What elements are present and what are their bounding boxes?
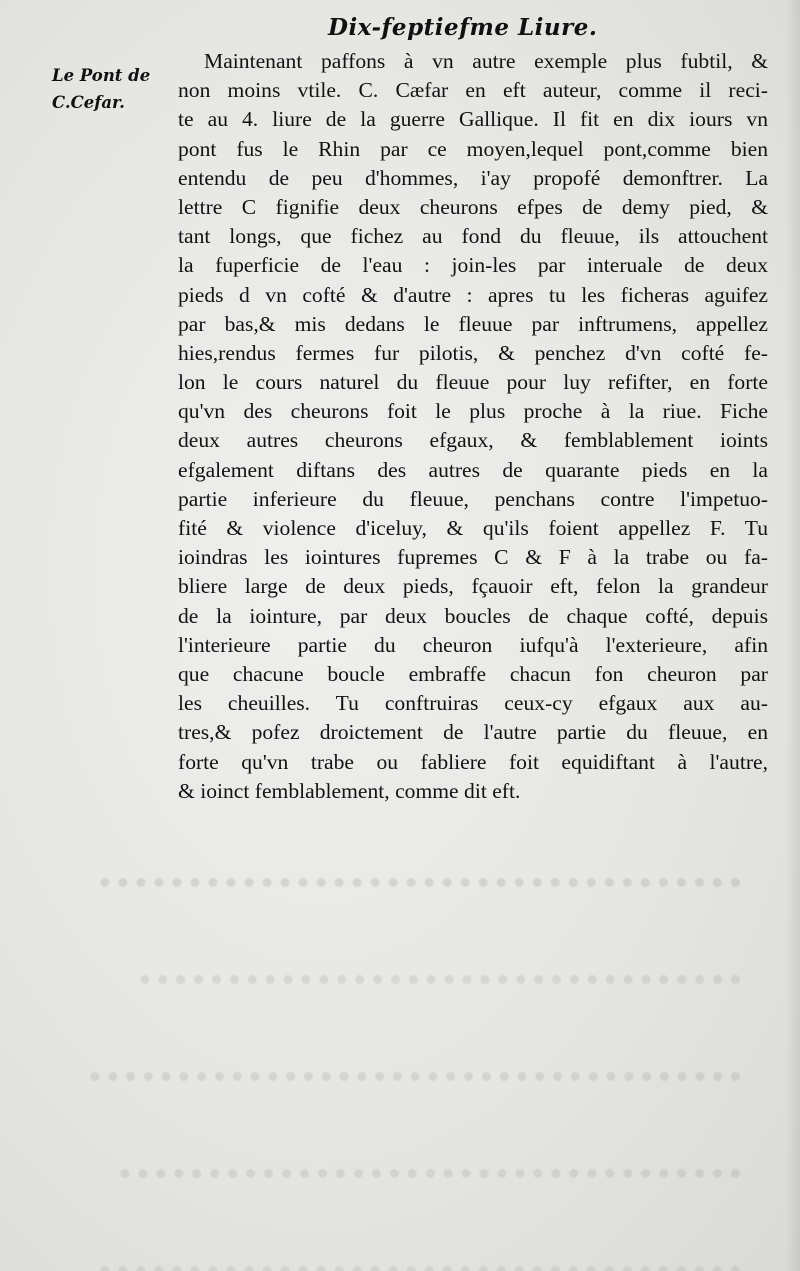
text-line: tant longs, que fichez au fond du fleuue, ils attouchent <box>178 224 768 249</box>
text-line: non moins vtile. C. Cæfar en eft auteur, comme il reci- <box>178 78 768 103</box>
margin-note-line: C.Cefar. <box>52 93 125 112</box>
text-line: te au 4. liure de la guerre Gallique. Il fit en dix iours vn <box>178 107 768 132</box>
text-line: Maintenant paffons à vn autre exemple plus fubtil, & <box>204 49 768 73</box>
text-line: bliere large de deux pieds, fçauoir eft, felon la grandeur <box>178 574 768 599</box>
text-line: pont fus le Rhin par ce moyen,lequel pont,comme bien <box>178 136 768 161</box>
running-head: Dix-feptiefme Liure. <box>328 14 598 41</box>
body-text <box>178 47 768 806</box>
text-line: de la iointure, par deux boucles de chaque cofté, depuis <box>178 603 768 628</box>
page-edge-shadow <box>786 0 800 1271</box>
text-line: efgalement diftans des autres de quarante pieds en la <box>178 457 768 482</box>
text-line: l'interieure partie du cheuron iufqu'à l'exterieure, afin <box>178 632 768 657</box>
text-line: hies,rendus fermes fur pilotis, & penchez d'vn cofté fe- <box>178 340 768 365</box>
text-line: lon le cours naturel du fleuue pour luy refifter, en forte <box>178 370 768 395</box>
text-line: qu'vn des cheurons foit le plus proche à la riue. Fiche <box>178 399 768 424</box>
text-line: ioindras les iointures fupremes C & F à la trabe ou fa- <box>178 545 768 570</box>
margin-note-line: Le Pont de <box>52 66 151 85</box>
text-line: tres,& pofez droictement de l'autre partie du fleuue, en <box>178 720 768 745</box>
text-line: deux autres cheurons efgaux, & femblablement ioints <box>178 428 768 453</box>
text-line: forte qu'vn trabe ou fabliere foit equidiftant à l'autre, <box>178 749 768 774</box>
text-line: la fuperficie de l'eau : join-les par interuale de deux <box>178 253 768 278</box>
text-line: lettre C fignifie deux cheurons efpes de demy pied, & <box>178 194 768 219</box>
text-line: que chacune boucle embraffe chacun fon cheuron par <box>178 661 768 686</box>
text-line: par bas,& mis dedans le fleuue par inftrumens, appellez <box>178 311 768 336</box>
text-line: entendu de peu d'hommes, i'ay propofé demonftrer. La <box>178 165 768 190</box>
text-line: pieds d vn cofté & d'autre : apres tu les ficheras aguifez <box>178 282 768 307</box>
text-line: fité & violence d'iceluy, & qu'ils foient appellez F. Tu <box>178 516 768 540</box>
text-line: les cheuilles. Tu conftruiras ceux-cy efgaux aux au- <box>178 691 768 716</box>
text-line: partie inferieure du fleuue, penchans contre l'impetuo- <box>178 486 768 511</box>
bleed-through-texture <box>60 820 740 1240</box>
text-line: & ioinct femblablement, comme dit eft. <box>178 778 521 803</box>
margin-note <box>52 62 170 116</box>
